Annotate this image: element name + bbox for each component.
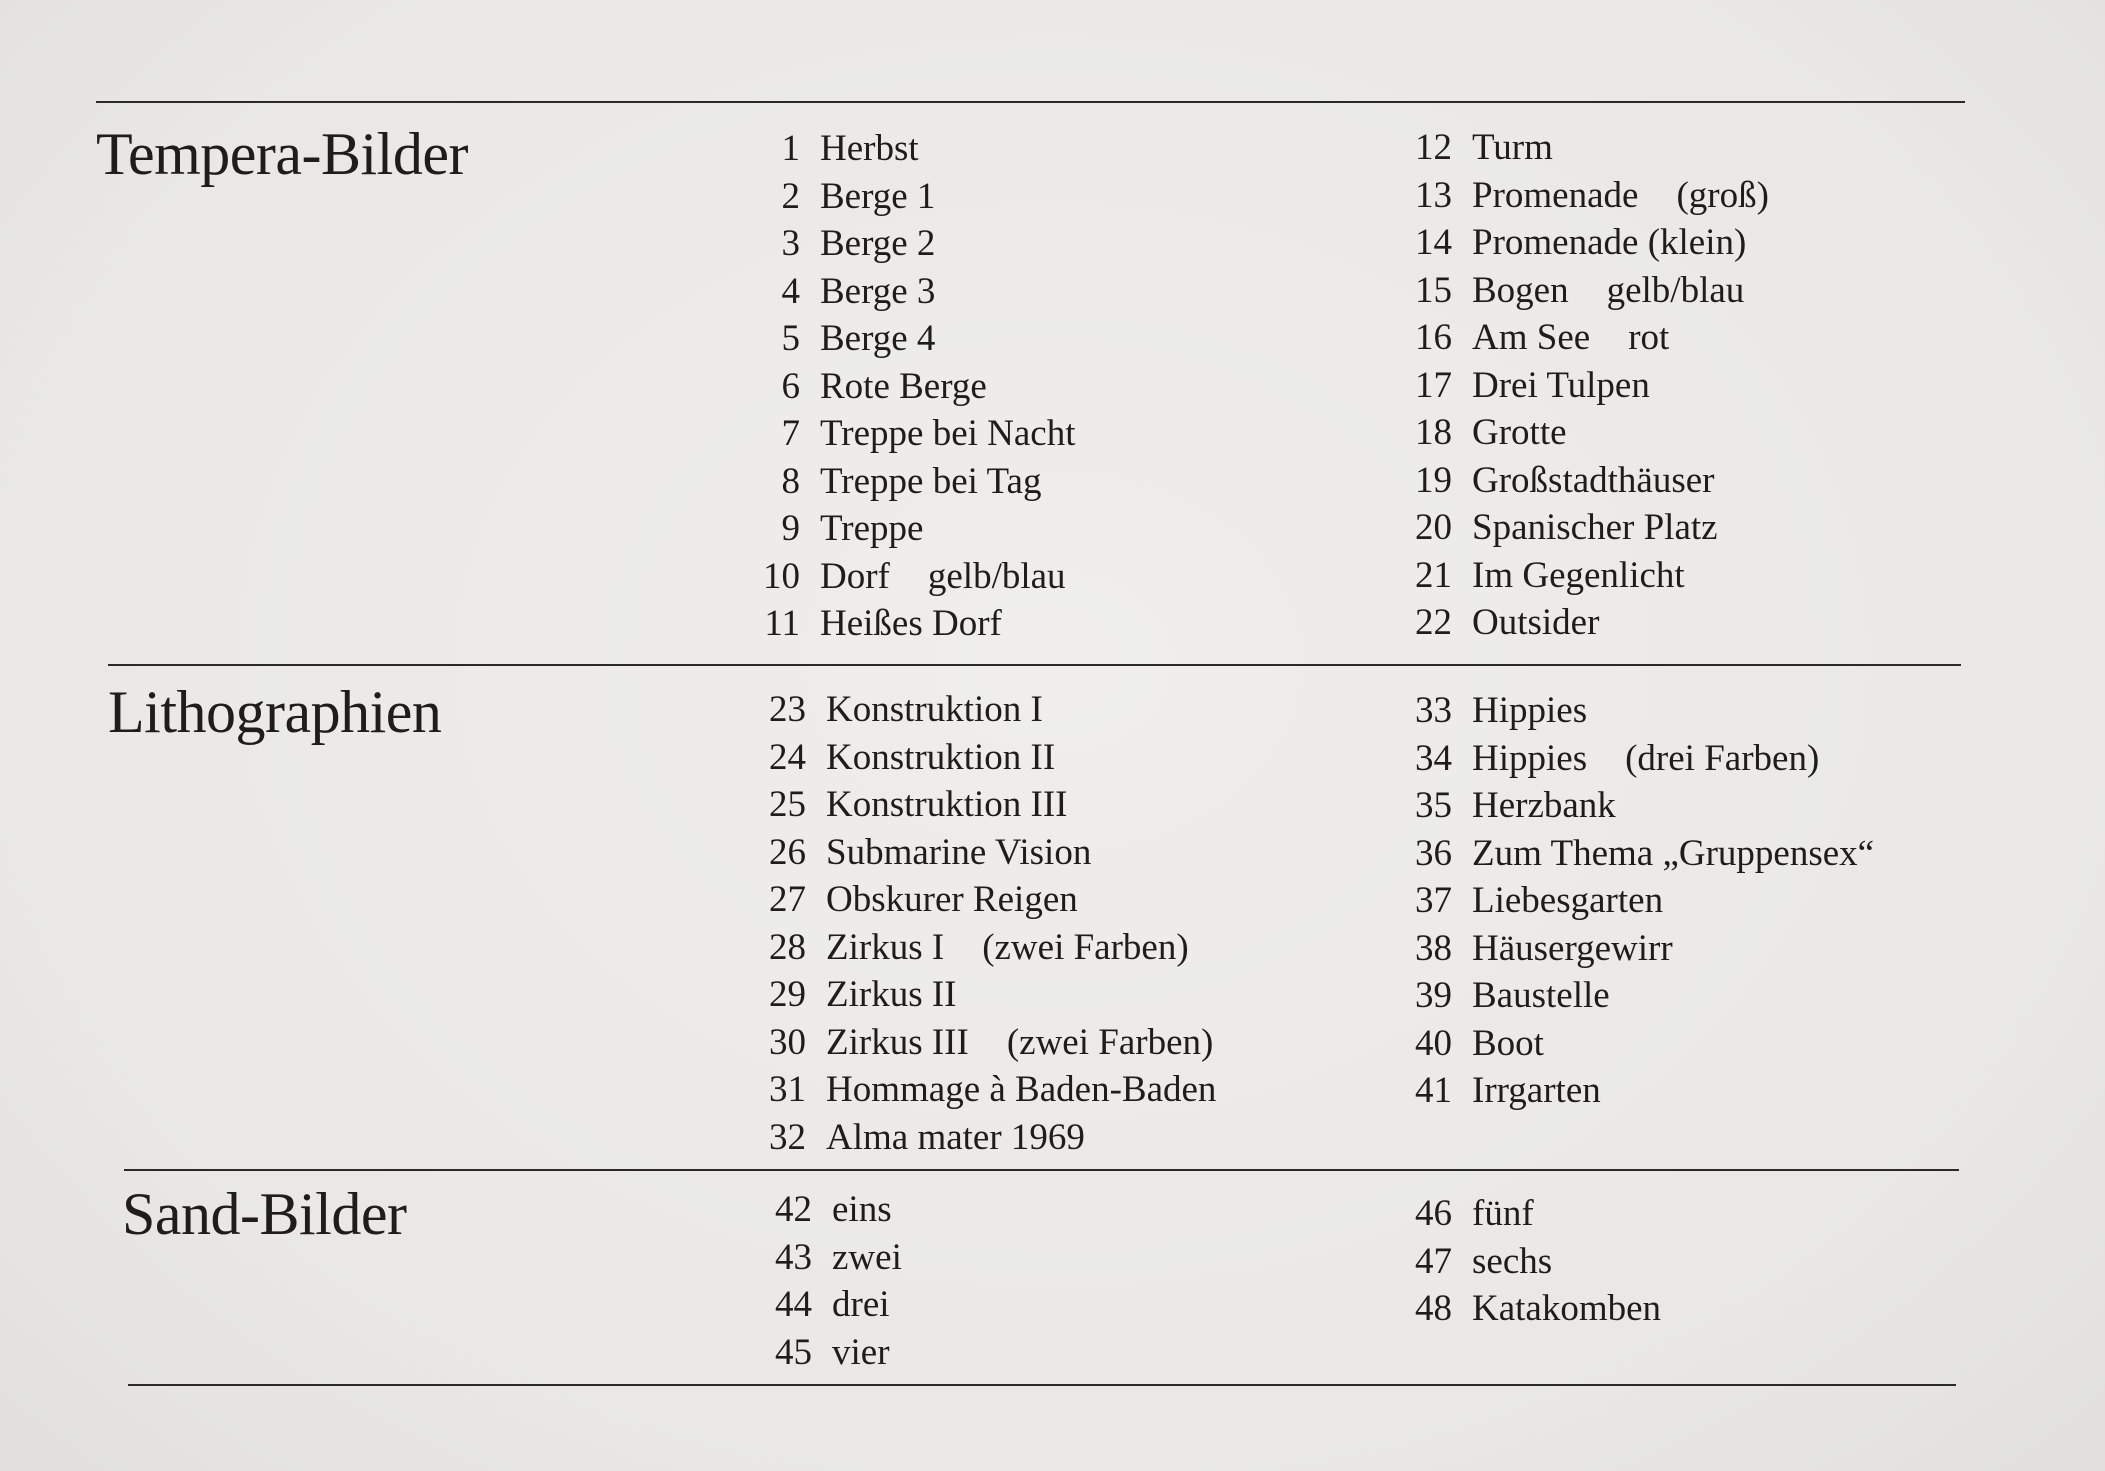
entry-number: 11 — [764, 603, 800, 644]
divider-tempera-litho — [108, 664, 1961, 666]
entry-text — [826, 1114, 1085, 1162]
entry-number: 3 — [781, 223, 800, 264]
entry-text — [1472, 782, 1616, 830]
entry-number: 27 — [769, 879, 806, 920]
entry-title: Herzbank — [1472, 785, 1616, 826]
entry-number: 44 — [775, 1284, 812, 1325]
entry-number: 24 — [769, 736, 806, 778]
entry-text — [820, 268, 935, 316]
entry-number: 12 — [1415, 127, 1452, 168]
entry-number: 31 — [769, 1069, 806, 1110]
entry-number: 18 — [1415, 412, 1452, 453]
entry-number: 5 — [781, 318, 800, 359]
entry-title: Outsider — [1472, 602, 1600, 643]
entry-title: Rote Berge — [820, 365, 987, 407]
entry-text — [1472, 504, 1718, 552]
entry-title: Irrgarten — [1472, 1070, 1601, 1111]
entry-number: 34 — [1415, 737, 1452, 779]
entry-number: 28 — [769, 926, 806, 968]
entry-text — [1472, 1020, 1544, 1068]
entry-text — [1472, 552, 1685, 600]
entry-number: 1 — [781, 128, 800, 169]
entry-title: Konstruktion III — [826, 784, 1068, 825]
entry-number: 9 — [781, 508, 800, 549]
entry-text — [826, 1066, 1216, 1114]
entry-text — [826, 829, 1091, 877]
entry-text — [820, 125, 919, 173]
entry-title: Zirkus III — [826, 1021, 969, 1063]
entry-title: Zirkus II — [826, 974, 957, 1015]
entry-text — [1472, 687, 1587, 735]
entry-number: 43 — [775, 1236, 812, 1278]
entry-text — [826, 1019, 1213, 1067]
entry-title: Zum Thema „Gruppensex“ — [1472, 832, 1875, 874]
entry-number: 7 — [781, 413, 800, 454]
entry-number: 33 — [1415, 690, 1452, 731]
entry-title: Baustelle — [1472, 975, 1610, 1016]
entry-text — [820, 315, 935, 363]
entry-title: Berge 1 — [820, 175, 936, 217]
entry-text — [1472, 124, 1553, 172]
entry-number: 37 — [1415, 880, 1452, 921]
entry-number: 2 — [781, 175, 800, 217]
entry-title: Im Gegenlicht — [1472, 554, 1685, 596]
entry-number: 35 — [1415, 785, 1452, 826]
entry-number: 22 — [1415, 602, 1452, 643]
entry-title: Bogen — [1472, 269, 1569, 311]
entry-text — [1472, 1067, 1601, 1115]
entry-text — [826, 781, 1068, 829]
entry-title: Hommage à Baden-Baden — [826, 1069, 1217, 1110]
entry-text — [832, 1186, 892, 1234]
entry-text — [820, 173, 935, 221]
entry-text — [1472, 1285, 1661, 1333]
entry-title: Treppe bei Tag — [820, 460, 1042, 502]
entry-number: 30 — [769, 1021, 806, 1063]
entry-number: 40 — [1415, 1022, 1452, 1064]
entry-number: 4 — [781, 270, 800, 312]
entry-title: sechs — [1472, 1240, 1553, 1282]
entry-title: vier — [832, 1331, 890, 1373]
entry-number: 23 — [769, 689, 806, 730]
entry-title: Heißes Dorf — [820, 603, 1002, 644]
entry-number: 26 — [769, 831, 806, 873]
divider-top — [96, 101, 1965, 103]
entry-text — [820, 458, 1041, 506]
entry-title: Herbst — [820, 128, 919, 169]
entry-text — [820, 410, 1076, 458]
section-title-lithographien: Lithographien — [108, 679, 442, 745]
entry-text — [826, 971, 957, 1019]
entry-title: Spanischer Platz — [1472, 507, 1718, 548]
entry-note: (groß) — [1676, 174, 1769, 216]
entry-text — [1472, 1190, 1534, 1238]
entry-number: 45 — [775, 1331, 812, 1373]
entry-text — [820, 553, 1066, 601]
entry-number: 21 — [1415, 554, 1452, 596]
entry-text — [1472, 172, 1769, 220]
section-title-sand: Sand-Bilder — [122, 1181, 407, 1247]
section-title-tempera: Tempera-Bilder — [96, 121, 468, 187]
entry-title: Promenade (klein) — [1472, 222, 1747, 263]
entry-note: rot — [1628, 317, 1670, 358]
entry-note: (drei Farben) — [1625, 737, 1820, 779]
entry-title: drei — [832, 1284, 890, 1325]
entry-number: 10 — [763, 555, 800, 597]
entry-title: Zirkus I — [826, 926, 945, 968]
entry-title: Konstruktion II — [826, 736, 1056, 778]
entry-number: 39 — [1415, 975, 1452, 1016]
entry-number: 25 — [769, 784, 806, 825]
entry-number: 17 — [1415, 364, 1452, 406]
entry-number: 16 — [1415, 317, 1452, 358]
entry-text — [826, 924, 1189, 972]
entry-text — [1472, 314, 1669, 362]
entry-text — [832, 1281, 890, 1329]
entry-text — [1472, 409, 1567, 457]
entry-text — [1472, 457, 1715, 505]
entry-text — [820, 363, 987, 411]
entry-title: Am See — [1472, 317, 1591, 358]
entry-number: 20 — [1415, 507, 1452, 548]
entry-number: 29 — [769, 974, 806, 1015]
entry-number: 8 — [781, 460, 800, 502]
entry-title: eins — [832, 1189, 892, 1230]
entry-title: Turm — [1472, 127, 1553, 168]
entry-note: gelb/blau — [927, 555, 1066, 597]
entry-title: zwei — [832, 1236, 902, 1278]
entry-text — [1472, 219, 1746, 267]
entry-text — [1472, 599, 1599, 647]
divider-litho-sand — [124, 1169, 1959, 1171]
entry-text — [1472, 925, 1673, 973]
entry-title: Drei Tulpen — [1472, 364, 1650, 406]
entry-number: 42 — [775, 1189, 812, 1230]
entry-number: 15 — [1415, 269, 1452, 311]
entry-note: (zwei Farben) — [1006, 1021, 1214, 1063]
entry-title: Promenade — [1472, 174, 1639, 216]
entry-note: (zwei Farben) — [982, 926, 1189, 968]
entry-title: Boot — [1472, 1022, 1544, 1064]
entry-number: 38 — [1415, 927, 1452, 969]
entry-title: Treppe bei Nacht — [820, 413, 1076, 454]
entry-text — [826, 876, 1078, 924]
entry-text — [1472, 972, 1610, 1020]
entry-text — [826, 686, 1043, 734]
entry-title: Grotte — [1472, 412, 1567, 453]
entry-number: 13 — [1415, 174, 1452, 216]
entry-title: Berge 4 — [820, 318, 936, 359]
entry-text — [1472, 1238, 1552, 1286]
entry-text — [820, 220, 935, 268]
entry-number: 19 — [1415, 459, 1452, 501]
entry-title: Hippies — [1472, 690, 1588, 731]
entry-title: Konstruktion I — [826, 689, 1043, 730]
entry-text — [832, 1329, 890, 1377]
entry-text — [1472, 877, 1663, 925]
entry-number: 32 — [769, 1116, 806, 1158]
entry-text — [1472, 267, 1744, 315]
entry-title: Liebesgarten — [1472, 880, 1664, 921]
entry-number: 48 — [1415, 1288, 1452, 1329]
entry-text — [832, 1234, 902, 1282]
entry-title: Häusergewirr — [1472, 927, 1673, 969]
entry-text — [1472, 735, 1819, 783]
entry-title: Berge 3 — [820, 270, 936, 312]
entry-number: 14 — [1415, 222, 1452, 263]
entry-text — [1472, 362, 1650, 410]
entry-number: 47 — [1415, 1240, 1452, 1282]
entry-title: Submarine Vision — [826, 831, 1092, 873]
entry-title: Dorf — [820, 555, 890, 597]
entry-title: Großstadthäuser — [1472, 459, 1715, 501]
divider-bottom — [128, 1384, 1956, 1386]
entry-title: Katakomben — [1472, 1288, 1662, 1329]
entry-number: 36 — [1415, 832, 1452, 874]
entry-number: 46 — [1415, 1193, 1452, 1234]
entry-number: 6 — [781, 365, 800, 407]
entry-title: Obskurer Reigen — [826, 879, 1078, 920]
entry-note: gelb/blau — [1606, 269, 1745, 311]
entry-text — [1472, 830, 1874, 878]
entry-text — [820, 505, 923, 553]
entry-text — [826, 734, 1055, 782]
entry-text — [820, 600, 1002, 648]
entry-number: 41 — [1415, 1070, 1452, 1111]
entry-title: fünf — [1472, 1193, 1534, 1234]
entry-title: Berge 2 — [820, 223, 936, 264]
entry-title: Alma mater 1969 — [826, 1116, 1085, 1158]
entry-title: Hippies — [1472, 737, 1588, 779]
entry-title: Treppe — [820, 508, 924, 549]
